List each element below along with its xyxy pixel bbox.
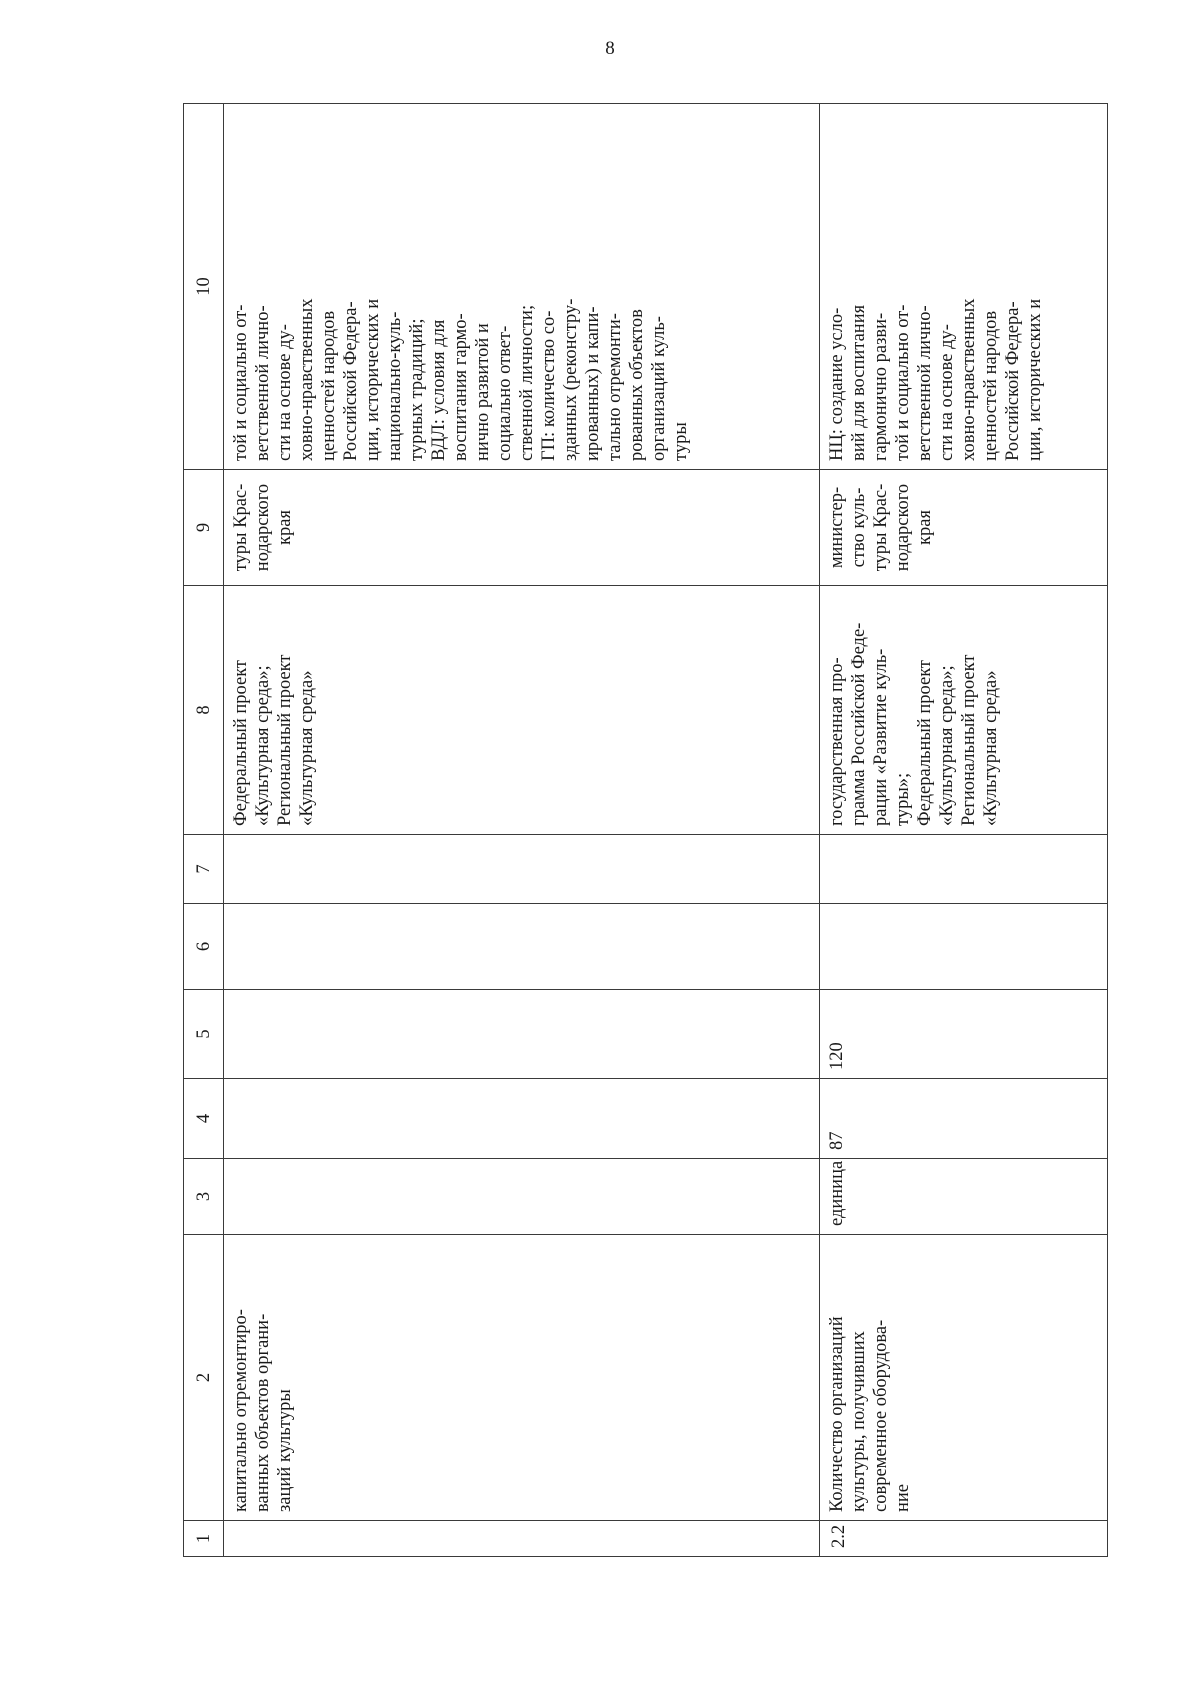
value-col7-cell	[820, 835, 1108, 904]
program-cell: Федеральный проект «Культурная среда»; Региональный проект «Культурная среда»	[224, 586, 820, 835]
table-row	[820, 104, 1108, 1557]
indicator-name-cell: капитально отремонтиро- ванных объектов органи- заций культуры	[224, 1235, 820, 1521]
indicators-table	[183, 103, 1108, 1557]
header-cell-col8: 8	[184, 586, 224, 835]
header-cell-col7: 7	[184, 835, 224, 904]
page-number: 8	[605, 38, 615, 59]
value-col5-cell	[224, 990, 820, 1079]
indicator-name-cell: Количество организаций культуры, получивших современное оборудова- ние	[820, 1235, 1108, 1521]
row-number-cell	[224, 1521, 820, 1557]
program-cell: государственная про- грамма Российской Феде- рации «Развитие куль- туры»; Федеральный проект «Культурная среда»; Региональный проект «Культурная среда»	[820, 586, 1108, 835]
header-cell-col1: 1	[184, 1521, 224, 1557]
header-cell-col10: 10	[184, 104, 224, 470]
header-cell-col4: 4	[184, 1079, 224, 1159]
header-row	[184, 104, 224, 1557]
unit-cell: единица	[820, 1159, 1108, 1235]
value-col6-cell	[224, 904, 820, 990]
table-row	[224, 104, 820, 1557]
value-col6-cell	[820, 904, 1108, 990]
value-col4-cell	[224, 1079, 820, 1159]
value-col4-cell: 87	[820, 1079, 1108, 1159]
goals-cell: той и социально от- ветственной лично- сти на основе ду- ховно-нравственных ценностей народов Российской Федера- ции, исторических и национально-куль- турных традиций; ВДЛ: условия для воспитания гармо- нично развитой и социально ответ- ственной личности; ГП: количество со- зданных (реконстру- ированных) и капи- тально отремонти- рованных объектов организаций куль- туры	[224, 104, 820, 470]
header-cell-col9: 9	[184, 470, 224, 586]
value-col7-cell	[224, 835, 820, 904]
unit-cell	[224, 1159, 820, 1235]
header-cell-col5: 5	[184, 990, 224, 1079]
goals-cell: НЦ: создание усло- вий для воспитания гармонично разви- той и социально от- ветственной лично- сти на основе ду- ховно-нравственных ценностей народов Российской Федера- ции, исторических и	[820, 104, 1108, 470]
rotated-table-container	[183, 104, 1107, 1557]
header-cell-col2: 2	[184, 1235, 224, 1521]
header-cell-col3: 3	[184, 1159, 224, 1235]
row-number-cell: 2.2	[820, 1521, 1108, 1557]
responsible-cell: туры Крас- нодарского края	[224, 470, 820, 586]
responsible-cell: министер- ство куль- туры Крас- нодарского края	[820, 470, 1108, 586]
value-col5-cell: 120	[820, 990, 1108, 1079]
header-cell-col6: 6	[184, 904, 224, 990]
